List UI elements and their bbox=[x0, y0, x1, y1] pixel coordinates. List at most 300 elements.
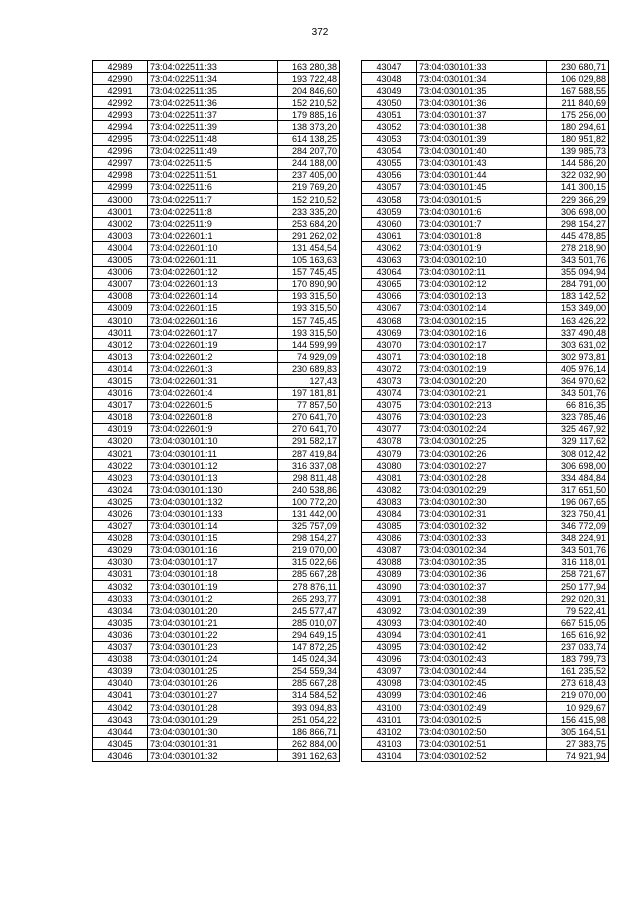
row-number-cell: 43089 bbox=[362, 568, 417, 580]
table-row bbox=[93, 411, 340, 423]
value-cell: 346 772,09 bbox=[547, 520, 609, 532]
table-row bbox=[362, 605, 609, 617]
table-row bbox=[93, 435, 340, 447]
row-number-cell: 43078 bbox=[362, 435, 417, 447]
cadastral-number-cell: 73:04:030101:5 bbox=[417, 194, 547, 206]
value-cell: 298 154,27 bbox=[547, 218, 609, 230]
cadastral-number-cell: 73:04:022601:17 bbox=[148, 327, 278, 339]
row-number-cell: 42998 bbox=[93, 169, 148, 181]
row-number-cell: 43045 bbox=[93, 738, 148, 750]
cadastral-number-cell: 73:04:022601:16 bbox=[148, 314, 278, 326]
row-number-cell: 43057 bbox=[362, 181, 417, 193]
value-cell: 291 262,02 bbox=[278, 230, 340, 242]
row-number-cell: 43039 bbox=[93, 665, 148, 677]
cadastral-number-cell: 73:04:030101:132 bbox=[148, 496, 278, 508]
value-cell: 167 588,55 bbox=[547, 85, 609, 97]
row-number-cell: 43093 bbox=[362, 617, 417, 629]
table-row bbox=[93, 581, 340, 593]
table-row bbox=[362, 750, 609, 762]
cadastral-number-cell: 73:04:022601:14 bbox=[148, 290, 278, 302]
cadastral-number-cell: 73:04:030102:50 bbox=[417, 726, 547, 738]
table-row bbox=[93, 460, 340, 472]
table-row bbox=[362, 544, 609, 556]
table-row bbox=[362, 218, 609, 230]
value-cell: 138 373,20 bbox=[278, 121, 340, 133]
row-number-cell: 43041 bbox=[93, 689, 148, 701]
value-cell: 229 366,29 bbox=[547, 194, 609, 206]
cadastral-number-cell: 73:04:022511:35 bbox=[148, 85, 278, 97]
cadastral-number-cell: 73:04:030102:37 bbox=[417, 581, 547, 593]
row-number-cell: 43032 bbox=[93, 581, 148, 593]
row-number-cell: 43084 bbox=[362, 508, 417, 520]
cadastral-number-cell: 73:04:022601:10 bbox=[148, 242, 278, 254]
table-row bbox=[362, 157, 609, 169]
cadastral-number-cell: 73:04:030102:17 bbox=[417, 339, 547, 351]
row-number-cell: 43016 bbox=[93, 387, 148, 399]
value-cell: 292 020,31 bbox=[547, 593, 609, 605]
value-cell: 193 722,48 bbox=[278, 73, 340, 85]
row-number-cell: 43070 bbox=[362, 339, 417, 351]
value-cell: 405 976,14 bbox=[547, 363, 609, 375]
value-cell: 193 315,50 bbox=[278, 302, 340, 314]
table-row bbox=[93, 520, 340, 532]
value-cell: 284 791,00 bbox=[547, 278, 609, 290]
row-number-cell: 43033 bbox=[93, 593, 148, 605]
table-row bbox=[93, 278, 340, 290]
table-row bbox=[93, 544, 340, 556]
row-number-cell: 43064 bbox=[362, 266, 417, 278]
cadastral-number-cell: 73:04:030102:21 bbox=[417, 387, 547, 399]
value-cell: 308 012,42 bbox=[547, 448, 609, 460]
table-row bbox=[93, 145, 340, 157]
value-cell: 343 501,76 bbox=[547, 254, 609, 266]
value-cell: 100 772,20 bbox=[278, 496, 340, 508]
table-row bbox=[362, 133, 609, 145]
row-number-cell: 43103 bbox=[362, 738, 417, 750]
row-number-cell: 43056 bbox=[362, 169, 417, 181]
cadastral-number-cell: 73:04:030102:44 bbox=[417, 665, 547, 677]
table-row bbox=[93, 508, 340, 520]
value-cell: 183 142,52 bbox=[547, 290, 609, 302]
value-cell: 153 349,00 bbox=[547, 302, 609, 314]
value-cell: 197 181,81 bbox=[278, 387, 340, 399]
table-row bbox=[362, 254, 609, 266]
value-cell: 298 811,48 bbox=[278, 472, 340, 484]
row-number-cell: 43080 bbox=[362, 460, 417, 472]
table-row bbox=[93, 701, 340, 713]
cadastral-number-cell: 73:04:022601:11 bbox=[148, 254, 278, 266]
row-number-cell: 42999 bbox=[93, 181, 148, 193]
row-number-cell: 43086 bbox=[362, 532, 417, 544]
table-row bbox=[93, 484, 340, 496]
value-cell: 230 680,71 bbox=[547, 61, 609, 73]
table-row bbox=[362, 399, 609, 411]
value-cell: 348 224,91 bbox=[547, 532, 609, 544]
value-cell: 163 426,22 bbox=[547, 314, 609, 326]
row-number-cell: 43029 bbox=[93, 544, 148, 556]
table-row bbox=[362, 472, 609, 484]
table-row bbox=[93, 617, 340, 629]
table-row bbox=[362, 314, 609, 326]
value-cell: 152 210,52 bbox=[278, 194, 340, 206]
table-row bbox=[93, 85, 340, 97]
cadastral-number-cell: 73:04:030101:20 bbox=[148, 605, 278, 617]
value-cell: 306 698,00 bbox=[547, 460, 609, 472]
cadastral-number-cell: 73:04:030102:39 bbox=[417, 605, 547, 617]
table-row bbox=[93, 290, 340, 302]
row-number-cell: 43098 bbox=[362, 677, 417, 689]
table-row bbox=[93, 689, 340, 701]
cadastral-number-cell: 73:04:030102:26 bbox=[417, 448, 547, 460]
row-number-cell: 42996 bbox=[93, 145, 148, 157]
row-number-cell: 43023 bbox=[93, 472, 148, 484]
value-cell: 391 162,63 bbox=[278, 750, 340, 762]
value-cell: 157 745,45 bbox=[278, 266, 340, 278]
table-row bbox=[93, 327, 340, 339]
value-cell: 329 117,62 bbox=[547, 435, 609, 447]
table-row bbox=[362, 629, 609, 641]
cadastral-number-cell: 73:04:030101:11 bbox=[148, 448, 278, 460]
cadastral-number-cell: 73:04:030101:38 bbox=[417, 121, 547, 133]
cadastral-number-cell: 73:04:022511:34 bbox=[148, 73, 278, 85]
value-cell: 204 846,60 bbox=[278, 85, 340, 97]
table-row bbox=[93, 653, 340, 665]
table-row bbox=[93, 423, 340, 435]
row-number-cell: 43027 bbox=[93, 520, 148, 532]
value-cell: 314 584,52 bbox=[278, 689, 340, 701]
value-cell: 298 154,27 bbox=[278, 532, 340, 544]
table-row bbox=[362, 423, 609, 435]
value-cell: 147 872,25 bbox=[278, 641, 340, 653]
table-row bbox=[362, 508, 609, 520]
row-number-cell: 43012 bbox=[93, 339, 148, 351]
value-cell: 285 667,28 bbox=[278, 568, 340, 580]
value-cell: 141 300,15 bbox=[547, 181, 609, 193]
right-table-body bbox=[362, 61, 609, 762]
table-row bbox=[362, 411, 609, 423]
table-row bbox=[362, 556, 609, 568]
table-row bbox=[362, 290, 609, 302]
cadastral-number-cell: 73:04:030102:46 bbox=[417, 689, 547, 701]
cadastral-number-cell: 73:04:030101:29 bbox=[148, 714, 278, 726]
value-cell: 27 383,75 bbox=[547, 738, 609, 750]
table-row bbox=[93, 351, 340, 363]
cadastral-number-cell: 73:04:030102:10 bbox=[417, 254, 547, 266]
row-number-cell: 43031 bbox=[93, 568, 148, 580]
cadastral-number-cell: 73:04:030102:13 bbox=[417, 290, 547, 302]
row-number-cell: 43096 bbox=[362, 653, 417, 665]
cadastral-number-cell: 73:04:022601:15 bbox=[148, 302, 278, 314]
value-cell: 161 235,52 bbox=[547, 665, 609, 677]
row-number-cell: 43006 bbox=[93, 266, 148, 278]
row-number-cell: 42990 bbox=[93, 73, 148, 85]
row-number-cell: 43040 bbox=[93, 677, 148, 689]
row-number-cell: 43092 bbox=[362, 605, 417, 617]
row-number-cell: 43042 bbox=[93, 701, 148, 713]
row-number-cell: 43047 bbox=[362, 61, 417, 73]
cadastral-number-cell: 73:04:022511:51 bbox=[148, 169, 278, 181]
value-cell: 240 538,86 bbox=[278, 484, 340, 496]
table-row bbox=[93, 206, 340, 218]
cadastral-number-cell: 73:04:022601:5 bbox=[148, 399, 278, 411]
row-number-cell: 43052 bbox=[362, 121, 417, 133]
value-cell: 287 419,84 bbox=[278, 448, 340, 460]
value-cell: 244 188,00 bbox=[278, 157, 340, 169]
table-row bbox=[93, 73, 340, 85]
table-row bbox=[362, 593, 609, 605]
cadastral-number-cell: 73:04:030101:39 bbox=[417, 133, 547, 145]
row-number-cell: 42994 bbox=[93, 121, 148, 133]
cadastral-number-cell: 73:04:030102:5 bbox=[417, 714, 547, 726]
cadastral-number-cell: 73:04:030101:23 bbox=[148, 641, 278, 653]
cadastral-number-cell: 73:04:022511:6 bbox=[148, 181, 278, 193]
value-cell: 323 750,41 bbox=[547, 508, 609, 520]
cadastral-number-cell: 73:04:030102:34 bbox=[417, 544, 547, 556]
row-number-cell: 43087 bbox=[362, 544, 417, 556]
cadastral-number-cell: 73:04:030101:30 bbox=[148, 726, 278, 738]
table-row bbox=[362, 351, 609, 363]
table-row bbox=[362, 363, 609, 375]
row-number-cell: 43038 bbox=[93, 653, 148, 665]
table-row bbox=[93, 109, 340, 121]
cadastral-number-cell: 73:04:030101:14 bbox=[148, 520, 278, 532]
cadastral-number-cell: 73:04:030101:7 bbox=[417, 218, 547, 230]
row-number-cell: 43058 bbox=[362, 194, 417, 206]
row-number-cell: 43007 bbox=[93, 278, 148, 290]
row-number-cell: 43048 bbox=[362, 73, 417, 85]
row-number-cell: 43100 bbox=[362, 701, 417, 713]
table-row bbox=[362, 496, 609, 508]
row-number-cell: 43020 bbox=[93, 435, 148, 447]
value-cell: 180 951,82 bbox=[547, 133, 609, 145]
table-row bbox=[362, 665, 609, 677]
table-row bbox=[93, 714, 340, 726]
value-cell: 323 785,46 bbox=[547, 411, 609, 423]
table-row bbox=[93, 472, 340, 484]
row-number-cell: 43026 bbox=[93, 508, 148, 520]
cadastral-number-cell: 73:04:030101:26 bbox=[148, 677, 278, 689]
value-cell: 445 478,85 bbox=[547, 230, 609, 242]
table-row bbox=[93, 750, 340, 762]
row-number-cell: 43072 bbox=[362, 363, 417, 375]
cadastral-number-cell: 73:04:030101:15 bbox=[148, 532, 278, 544]
table-row bbox=[93, 302, 340, 314]
table-row bbox=[93, 363, 340, 375]
cadastral-number-cell: 73:04:030101:17 bbox=[148, 556, 278, 568]
cadastral-number-cell: 73:04:030102:45 bbox=[417, 677, 547, 689]
value-cell: 79 522,41 bbox=[547, 605, 609, 617]
table-row bbox=[93, 556, 340, 568]
cadastral-number-cell: 73:04:022511:9 bbox=[148, 218, 278, 230]
table-row bbox=[362, 302, 609, 314]
cadastral-number-cell: 73:04:030102:43 bbox=[417, 653, 547, 665]
value-cell: 74 921,94 bbox=[547, 750, 609, 762]
value-cell: 316 118,01 bbox=[547, 556, 609, 568]
table-row bbox=[93, 399, 340, 411]
row-number-cell: 42989 bbox=[93, 61, 148, 73]
cadastral-number-cell: 73:04:030101:16 bbox=[148, 544, 278, 556]
value-cell: 219 769,20 bbox=[278, 181, 340, 193]
row-number-cell: 43076 bbox=[362, 411, 417, 423]
row-number-cell: 43097 bbox=[362, 665, 417, 677]
table-row bbox=[93, 605, 340, 617]
cadastral-number-cell: 73:04:030101:32 bbox=[148, 750, 278, 762]
cadastral-number-cell: 73:04:030102:20 bbox=[417, 375, 547, 387]
table-row bbox=[362, 568, 609, 580]
cadastral-number-cell: 73:04:022601:31 bbox=[148, 375, 278, 387]
table-row bbox=[93, 121, 340, 133]
table-row bbox=[93, 738, 340, 750]
cadastral-number-cell: 73:04:030102:213 bbox=[417, 399, 547, 411]
value-cell: 285 667,28 bbox=[278, 677, 340, 689]
value-cell: 265 293,77 bbox=[278, 593, 340, 605]
value-cell: 273 618,43 bbox=[547, 677, 609, 689]
cadastral-number-cell: 73:04:030101:10 bbox=[148, 435, 278, 447]
cadastral-number-cell: 73:04:030101:130 bbox=[148, 484, 278, 496]
table-row bbox=[362, 677, 609, 689]
value-cell: 183 799,73 bbox=[547, 653, 609, 665]
row-number-cell: 43059 bbox=[362, 206, 417, 218]
value-cell: 170 890,90 bbox=[278, 278, 340, 290]
cadastral-number-cell: 73:04:030101:37 bbox=[417, 109, 547, 121]
value-cell: 337 490,48 bbox=[547, 327, 609, 339]
table-row bbox=[93, 568, 340, 580]
cadastral-number-cell: 73:04:030101:35 bbox=[417, 85, 547, 97]
cadastral-number-cell: 73:04:022601:1 bbox=[148, 230, 278, 242]
row-number-cell: 43071 bbox=[362, 351, 417, 363]
table-row bbox=[93, 194, 340, 206]
row-number-cell: 43011 bbox=[93, 327, 148, 339]
value-cell: 74 929,09 bbox=[278, 351, 340, 363]
row-number-cell: 43035 bbox=[93, 617, 148, 629]
value-cell: 131 442,00 bbox=[278, 508, 340, 520]
row-number-cell: 43014 bbox=[93, 363, 148, 375]
value-cell: 139 985,73 bbox=[547, 145, 609, 157]
table-row bbox=[93, 133, 340, 145]
table-row bbox=[93, 387, 340, 399]
value-cell: 77 857,50 bbox=[278, 399, 340, 411]
value-cell: 343 501,76 bbox=[547, 544, 609, 556]
cadastral-number-cell: 73:04:030102:32 bbox=[417, 520, 547, 532]
cadastral-number-cell: 73:04:030101:6 bbox=[417, 206, 547, 218]
cadastral-number-cell: 73:04:030101:2 bbox=[148, 593, 278, 605]
row-number-cell: 43010 bbox=[93, 314, 148, 326]
table-row bbox=[93, 629, 340, 641]
row-number-cell: 43036 bbox=[93, 629, 148, 641]
table-row bbox=[93, 169, 340, 181]
row-number-cell: 43054 bbox=[362, 145, 417, 157]
value-cell: 163 280,38 bbox=[278, 61, 340, 73]
table-row bbox=[362, 726, 609, 738]
row-number-cell: 43055 bbox=[362, 157, 417, 169]
value-cell: 253 684,20 bbox=[278, 218, 340, 230]
row-number-cell: 42995 bbox=[93, 133, 148, 145]
row-number-cell: 43102 bbox=[362, 726, 417, 738]
table-row bbox=[362, 121, 609, 133]
cadastral-number-cell: 73:04:030101:12 bbox=[148, 460, 278, 472]
row-number-cell: 43025 bbox=[93, 496, 148, 508]
table-row bbox=[362, 532, 609, 544]
value-cell: 144 599,99 bbox=[278, 339, 340, 351]
table-row bbox=[93, 61, 340, 73]
row-number-cell: 43077 bbox=[362, 423, 417, 435]
value-cell: 614 138,25 bbox=[278, 133, 340, 145]
table-row bbox=[362, 230, 609, 242]
value-cell: 106 029,88 bbox=[547, 73, 609, 85]
cadastral-number-cell: 73:04:030101:43 bbox=[417, 157, 547, 169]
table-row bbox=[362, 145, 609, 157]
value-cell: 316 337,08 bbox=[278, 460, 340, 472]
value-cell: 303 631,02 bbox=[547, 339, 609, 351]
value-cell: 364 970,62 bbox=[547, 375, 609, 387]
row-number-cell: 43050 bbox=[362, 97, 417, 109]
value-cell: 258 721,67 bbox=[547, 568, 609, 580]
row-number-cell: 42991 bbox=[93, 85, 148, 97]
cadastral-number-cell: 73:04:030102:41 bbox=[417, 629, 547, 641]
table-row bbox=[362, 242, 609, 254]
row-number-cell: 43063 bbox=[362, 254, 417, 266]
table-row bbox=[93, 448, 340, 460]
row-number-cell: 43066 bbox=[362, 290, 417, 302]
table-row bbox=[362, 738, 609, 750]
value-cell: 193 315,50 bbox=[278, 290, 340, 302]
cadastral-number-cell: 73:04:030101:21 bbox=[148, 617, 278, 629]
value-cell: 156 415,98 bbox=[547, 714, 609, 726]
table-row bbox=[93, 97, 340, 109]
table-row bbox=[362, 714, 609, 726]
value-cell: 219 070,00 bbox=[547, 689, 609, 701]
row-number-cell: 43017 bbox=[93, 399, 148, 411]
left-register-table bbox=[92, 60, 340, 762]
cadastral-number-cell: 73:04:022511:5 bbox=[148, 157, 278, 169]
cadastral-number-cell: 73:04:030102:27 bbox=[417, 460, 547, 472]
page-number: 372 bbox=[311, 27, 329, 38]
row-number-cell: 43005 bbox=[93, 254, 148, 266]
table-row bbox=[93, 496, 340, 508]
value-cell: 131 454,54 bbox=[278, 242, 340, 254]
value-cell: 325 467,92 bbox=[547, 423, 609, 435]
table-row bbox=[362, 339, 609, 351]
value-cell: 66 816,35 bbox=[547, 399, 609, 411]
table-row bbox=[362, 109, 609, 121]
value-cell: 250 177,94 bbox=[547, 581, 609, 593]
table-row bbox=[362, 169, 609, 181]
cadastral-number-cell: 73:04:030102:33 bbox=[417, 532, 547, 544]
value-cell: 144 586,20 bbox=[547, 157, 609, 169]
row-number-cell: 43062 bbox=[362, 242, 417, 254]
value-cell: 237 033,74 bbox=[547, 641, 609, 653]
value-cell: 315 022,66 bbox=[278, 556, 340, 568]
cadastral-number-cell: 73:04:030101:18 bbox=[148, 568, 278, 580]
cadastral-number-cell: 73:04:030102:36 bbox=[417, 568, 547, 580]
cadastral-number-cell: 73:04:030102:19 bbox=[417, 363, 547, 375]
row-number-cell: 43068 bbox=[362, 314, 417, 326]
table-row bbox=[362, 85, 609, 97]
row-number-cell: 43099 bbox=[362, 689, 417, 701]
row-number-cell: 43085 bbox=[362, 520, 417, 532]
row-number-cell: 43015 bbox=[93, 375, 148, 387]
value-cell: 237 405,00 bbox=[278, 169, 340, 181]
row-number-cell: 43088 bbox=[362, 556, 417, 568]
row-number-cell: 43004 bbox=[93, 242, 148, 254]
cadastral-number-cell: 73:04:030102:25 bbox=[417, 435, 547, 447]
row-number-cell: 43051 bbox=[362, 109, 417, 121]
table-row bbox=[93, 230, 340, 242]
table-row bbox=[362, 181, 609, 193]
value-cell: 278 218,90 bbox=[547, 242, 609, 254]
table-row bbox=[362, 520, 609, 532]
cadastral-number-cell: 73:04:030102:28 bbox=[417, 472, 547, 484]
